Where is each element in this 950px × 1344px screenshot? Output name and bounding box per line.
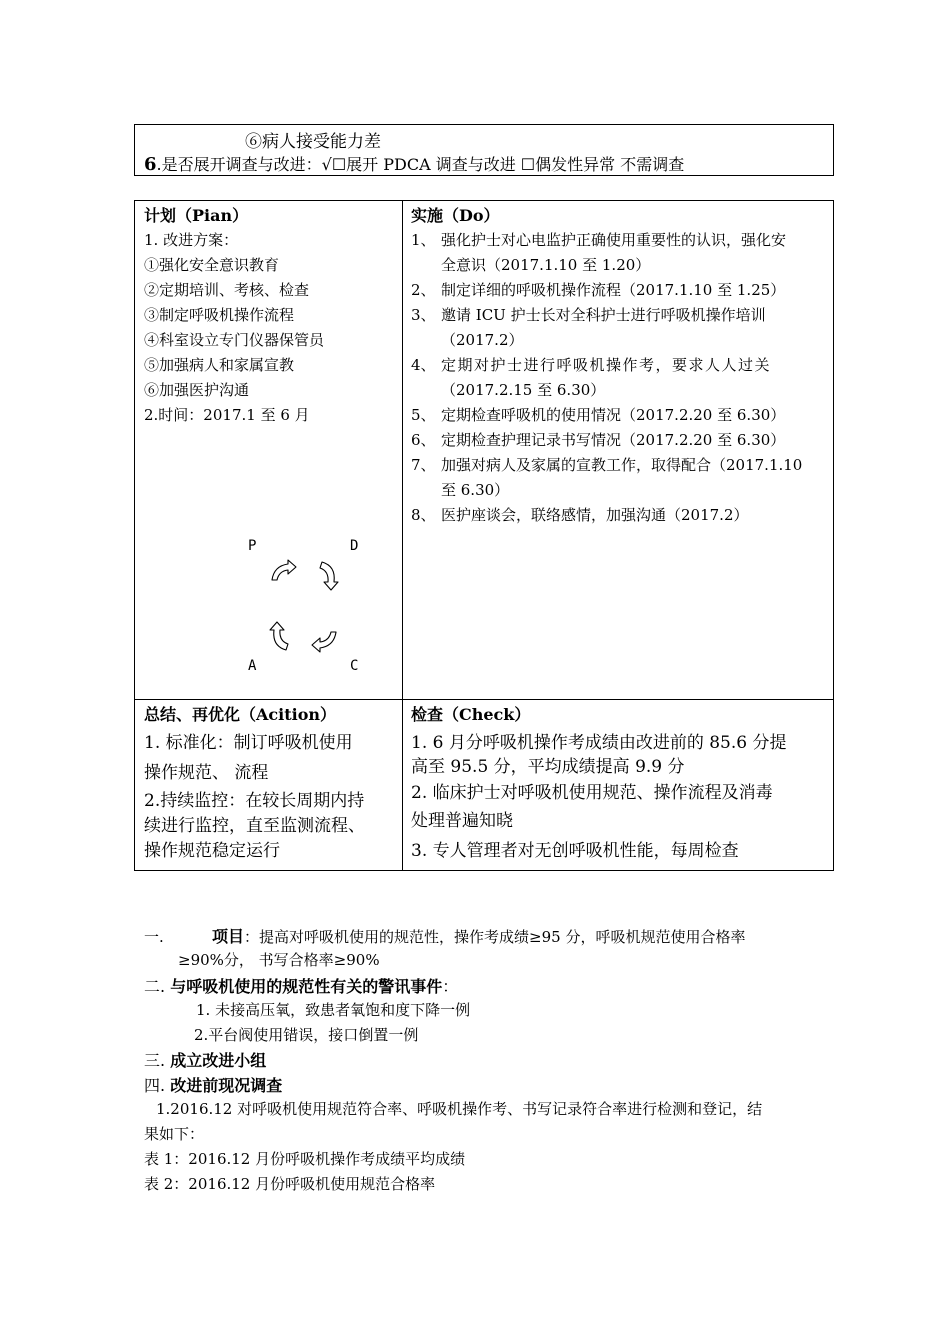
plan-line: ①强化安全意识教育 (144, 256, 280, 274)
check-line: 高至 95.5 分，平均成绩提高 9.9 分 (411, 757, 685, 777)
do-item-text: 强化护士对心电监护正确使用重要性的认识，强化安 (441, 231, 787, 249)
check-line: 3. 专人管理者对无创呼吸机性能，每周检查 (411, 841, 739, 861)
do-item-number: 3、 (411, 306, 436, 324)
do-item-number: 8、 (411, 506, 436, 524)
status-text: .是否展开调查与改进：√☐展开 PDCA 调查与改进 ☐偶发性异常 不需调查 (156, 155, 685, 174)
section-survey (144, 1073, 282, 1096)
arrow-p-to-d-icon (272, 560, 296, 580)
do-item-text: （2017.2） (441, 331, 524, 349)
check-line: 处理普遍知晓 (411, 811, 513, 831)
section-label: 项目 (212, 927, 245, 946)
check-line: 1. 6 月分呼吸机操作考成绩由改进前的 85.6 分提 (411, 733, 787, 753)
section-text (212, 924, 745, 947)
survey-paragraph-continued: 果如下： (144, 1125, 205, 1143)
do-item-text: 加强对病人及家属的宣教工作，取得配合（2017.1.10 (441, 456, 803, 474)
do-heading: 实施（Do） (411, 206, 500, 225)
action-line: 1. 标准化：制订呼吸机使用 (144, 733, 353, 753)
do-item-number: 7、 (411, 456, 436, 474)
check-line: 2. 临床护士对呼吸机使用规范、操作流程及消毒 (411, 783, 773, 803)
do-item-number: 6、 (411, 431, 436, 449)
do-item-text: 定期检查护理记录书写情况（2017.2.20 至 6.30） (441, 431, 786, 449)
do-item-text: 全意识（2017.1.10 至 1.20） (441, 256, 651, 274)
section-title: 成立改进小组 (170, 1051, 267, 1070)
action-heading: 总结、再优化（Acition） (144, 705, 337, 724)
table-caption-2: 表 2：2016.12 月份呼吸机使用规范合格率 (144, 1175, 436, 1193)
cycle-label-a: A (248, 658, 257, 674)
do-item-text: 至 6.30） (441, 481, 510, 499)
section-number: 三. (144, 1051, 166, 1070)
section-team (144, 1048, 266, 1071)
cycle-arrows-icon (262, 556, 346, 656)
arrow-d-to-c-icon (320, 562, 338, 590)
arrow-c-to-a-icon (312, 632, 336, 652)
plan-line: ⑤加强病人和家属宣教 (144, 356, 295, 374)
plan-line: ②定期培训、考核、检查 (144, 281, 310, 299)
do-item-number: 4、 (411, 356, 436, 374)
do-item-text: 定期对护士进行呼吸机操作考，要求人人过关 (441, 356, 772, 374)
do-item-number: 5、 (411, 406, 436, 424)
do-item-text: （2017.2.15 至 6.30） (441, 381, 606, 399)
vertical-divider (402, 200, 403, 871)
section-colon: ： (442, 977, 459, 996)
status-line-2 (144, 152, 684, 175)
cycle-label-d: D (350, 538, 359, 554)
list-item: 2.平台阀使用错误，接口倒置一例 (194, 1026, 419, 1044)
action-line: 2.持续监控：在较长周期内持 (144, 791, 365, 811)
plan-line: 2.时间：2017.1 至 6 月 (144, 406, 310, 424)
do-item-text: 定期检查呼吸机的使用情况（2017.2.20 至 6.30） (441, 406, 786, 424)
section-number: 二. (144, 977, 166, 996)
action-line: 操作规范稳定运行 (144, 841, 280, 861)
section-number: 一. (144, 928, 164, 946)
plan-line: ③制定呼吸机操作流程 (144, 306, 295, 324)
table-caption-1: 表 1：2016.12 月份呼吸机操作考成绩平均成绩 (144, 1150, 466, 1168)
horizontal-divider (134, 699, 834, 700)
status-number: 6 (144, 154, 157, 175)
section-title: 改进前现况调查 (170, 1076, 283, 1095)
section-title: 与呼吸机使用的规范性有关的警讯事件 (170, 977, 443, 996)
arrow-a-to-p-icon (270, 622, 288, 650)
plan-line: ⑥加强医护沟通 (144, 381, 250, 399)
survey-paragraph: 1.2016.12 对呼吸机使用规范符合率、呼吸机操作考、书写记录符合率进行检测和登记，结 (156, 1100, 763, 1118)
cycle-label-p: P (248, 538, 257, 554)
section-heading (144, 974, 458, 997)
section-number: 四. (144, 1076, 166, 1095)
status-line-1: ⑥病人接受能力差 (245, 132, 381, 152)
action-line: 操作规范、 流程 (144, 763, 269, 783)
do-item-number: 1、 (411, 231, 436, 249)
section-body-continued: ≥90%分， 书写合格率≥90% (178, 951, 380, 969)
do-item-text: 制定详细的呼吸机操作流程（2017.1.10 至 1.25） (441, 281, 786, 299)
section-body: ：提高对呼吸机使用的规范性，操作考成绩≥95 分，呼吸机规范使用合格率 (244, 928, 746, 946)
plan-heading: 计划（Pian） (144, 206, 249, 225)
plan-line: ④科室设立专门仪器保管员 (144, 331, 325, 349)
list-item: 1. 未接高压氧，致患者氧饱和度下降一例 (196, 1001, 471, 1019)
do-item-number: 2、 (411, 281, 436, 299)
do-item-text: 医护座谈会，联络感情，加强沟通（2017.2） (441, 506, 749, 524)
plan-line: 1. 改进方案： (144, 231, 239, 249)
action-line: 续进行监控，直至监测流程、 (144, 816, 365, 836)
cycle-label-c: C (350, 658, 359, 674)
check-heading: 检查（Check） (411, 705, 531, 724)
do-item-text: 邀请 ICU 护士长对全科护士进行呼吸机操作培训 (441, 306, 766, 324)
